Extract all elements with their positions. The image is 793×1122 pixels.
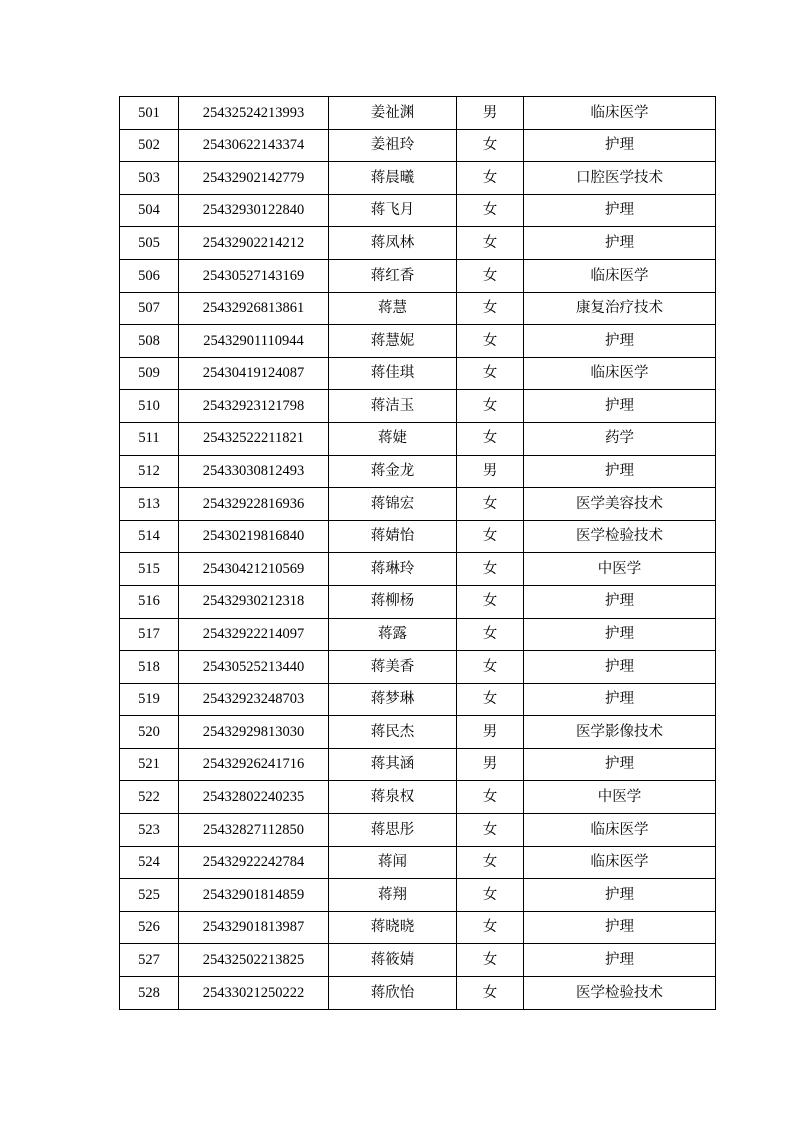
gender-cell: 女 xyxy=(457,325,524,358)
table-row xyxy=(120,879,716,912)
gender-cell: 女 xyxy=(457,520,524,553)
table-row xyxy=(120,553,716,586)
row-number-cell: 510 xyxy=(120,390,179,423)
row-number-cell: 527 xyxy=(120,944,179,977)
major-cell: 护理 xyxy=(524,944,716,977)
table-row xyxy=(120,520,716,553)
student-name-cell: 蒋美香 xyxy=(329,651,457,684)
student-name-cell: 蒋佳琪 xyxy=(329,357,457,390)
major-cell: 临床医学 xyxy=(524,97,716,130)
major-cell: 临床医学 xyxy=(524,846,716,879)
major-cell: 口腔医学技术 xyxy=(524,162,716,195)
exam-id-cell: 25430527143169 xyxy=(179,259,329,292)
major-cell: 中医学 xyxy=(524,553,716,586)
gender-cell: 男 xyxy=(457,748,524,781)
exam-id-cell: 25433021250222 xyxy=(179,977,329,1010)
table-row xyxy=(120,977,716,1010)
student-name-cell: 蒋晓晓 xyxy=(329,911,457,944)
student-name-cell: 蒋欣怡 xyxy=(329,977,457,1010)
gender-cell: 女 xyxy=(457,194,524,227)
gender-cell: 女 xyxy=(457,227,524,260)
row-number-cell: 525 xyxy=(120,879,179,912)
row-number-cell: 524 xyxy=(120,846,179,879)
major-cell: 护理 xyxy=(524,585,716,618)
table-row xyxy=(120,357,716,390)
table-row xyxy=(120,97,716,130)
major-cell: 护理 xyxy=(524,227,716,260)
exam-id-cell: 25432930212318 xyxy=(179,585,329,618)
exam-id-cell: 25432522211821 xyxy=(179,422,329,455)
gender-cell: 女 xyxy=(457,781,524,814)
row-number-cell: 508 xyxy=(120,325,179,358)
row-number-cell: 511 xyxy=(120,422,179,455)
row-number-cell: 505 xyxy=(120,227,179,260)
exam-id-cell: 25432802240235 xyxy=(179,781,329,814)
major-cell: 护理 xyxy=(524,651,716,684)
exam-id-cell: 25432922214097 xyxy=(179,618,329,651)
gender-cell: 男 xyxy=(457,455,524,488)
gender-cell: 女 xyxy=(457,911,524,944)
gender-cell: 女 xyxy=(457,814,524,847)
table-row xyxy=(120,651,716,684)
table-row xyxy=(120,162,716,195)
gender-cell: 女 xyxy=(457,585,524,618)
row-number-cell: 504 xyxy=(120,194,179,227)
student-name-cell: 蒋梦琳 xyxy=(329,683,457,716)
row-number-cell: 514 xyxy=(120,520,179,553)
exam-id-cell: 25432524213993 xyxy=(179,97,329,130)
student-name-cell: 蒋其涵 xyxy=(329,748,457,781)
exam-id-cell: 25430421210569 xyxy=(179,553,329,586)
row-number-cell: 506 xyxy=(120,259,179,292)
row-number-cell: 517 xyxy=(120,618,179,651)
table-row xyxy=(120,325,716,358)
table-row xyxy=(120,129,716,162)
table-row xyxy=(120,488,716,521)
exam-id-cell: 25432926241716 xyxy=(179,748,329,781)
major-cell: 医学检验技术 xyxy=(524,977,716,1010)
gender-cell: 女 xyxy=(457,488,524,521)
table-row xyxy=(120,227,716,260)
table-row xyxy=(120,390,716,423)
gender-cell: 女 xyxy=(457,618,524,651)
table-row xyxy=(120,814,716,847)
row-number-cell: 512 xyxy=(120,455,179,488)
major-cell: 护理 xyxy=(524,911,716,944)
exam-id-cell: 25430622143374 xyxy=(179,129,329,162)
table-row xyxy=(120,683,716,716)
roster-body xyxy=(120,97,716,1010)
row-number-cell: 521 xyxy=(120,748,179,781)
student-name-cell: 蒋红香 xyxy=(329,259,457,292)
student-name-cell: 蒋婧怡 xyxy=(329,520,457,553)
major-cell: 护理 xyxy=(524,194,716,227)
table-row xyxy=(120,781,716,814)
student-name-cell: 蒋露 xyxy=(329,618,457,651)
exam-id-cell: 25432502213825 xyxy=(179,944,329,977)
exam-id-cell: 25430419124087 xyxy=(179,357,329,390)
row-number-cell: 523 xyxy=(120,814,179,847)
exam-id-cell: 25432901814859 xyxy=(179,879,329,912)
major-cell: 医学美容技术 xyxy=(524,488,716,521)
major-cell: 护理 xyxy=(524,748,716,781)
table-row xyxy=(120,911,716,944)
major-cell: 护理 xyxy=(524,455,716,488)
student-name-cell: 蒋金龙 xyxy=(329,455,457,488)
student-name-cell: 蒋思彤 xyxy=(329,814,457,847)
gender-cell: 男 xyxy=(457,97,524,130)
major-cell: 中医学 xyxy=(524,781,716,814)
gender-cell: 女 xyxy=(457,390,524,423)
row-number-cell: 507 xyxy=(120,292,179,325)
row-number-cell: 513 xyxy=(120,488,179,521)
major-cell: 护理 xyxy=(524,618,716,651)
major-cell: 护理 xyxy=(524,325,716,358)
exam-id-cell: 25433030812493 xyxy=(179,455,329,488)
gender-cell: 女 xyxy=(457,422,524,455)
exam-id-cell: 25432930122840 xyxy=(179,194,329,227)
student-name-cell: 蒋飞月 xyxy=(329,194,457,227)
major-cell: 护理 xyxy=(524,129,716,162)
student-name-cell: 蒋慧妮 xyxy=(329,325,457,358)
exam-id-cell: 25432922242784 xyxy=(179,846,329,879)
student-name-cell: 姜祉渊 xyxy=(329,97,457,130)
gender-cell: 女 xyxy=(457,977,524,1010)
student-name-cell: 蒋翔 xyxy=(329,879,457,912)
exam-id-cell: 25432902142779 xyxy=(179,162,329,195)
gender-cell: 女 xyxy=(457,553,524,586)
student-name-cell: 蒋锦宏 xyxy=(329,488,457,521)
row-number-cell: 501 xyxy=(120,97,179,130)
row-number-cell: 503 xyxy=(120,162,179,195)
major-cell: 药学 xyxy=(524,422,716,455)
student-name-cell: 姜祖玲 xyxy=(329,129,457,162)
row-number-cell: 515 xyxy=(120,553,179,586)
row-number-cell: 502 xyxy=(120,129,179,162)
gender-cell: 女 xyxy=(457,846,524,879)
student-name-cell: 蒋泉权 xyxy=(329,781,457,814)
gender-cell: 女 xyxy=(457,879,524,912)
gender-cell: 女 xyxy=(457,357,524,390)
row-number-cell: 518 xyxy=(120,651,179,684)
row-number-cell: 528 xyxy=(120,977,179,1010)
table-row xyxy=(120,748,716,781)
row-number-cell: 526 xyxy=(120,911,179,944)
exam-id-cell: 25432929813030 xyxy=(179,716,329,749)
table-row xyxy=(120,618,716,651)
student-name-cell: 蒋柳杨 xyxy=(329,585,457,618)
gender-cell: 女 xyxy=(457,292,524,325)
major-cell: 康复治疗技术 xyxy=(524,292,716,325)
major-cell: 医学检验技术 xyxy=(524,520,716,553)
student-name-cell: 蒋琳玲 xyxy=(329,553,457,586)
student-name-cell: 蒋婕 xyxy=(329,422,457,455)
row-number-cell: 519 xyxy=(120,683,179,716)
major-cell: 医学影像技术 xyxy=(524,716,716,749)
student-name-cell: 蒋慧 xyxy=(329,292,457,325)
exam-id-cell: 25432902214212 xyxy=(179,227,329,260)
row-number-cell: 509 xyxy=(120,357,179,390)
student-name-cell: 蒋民杰 xyxy=(329,716,457,749)
roster-table xyxy=(119,96,716,1010)
table-row xyxy=(120,846,716,879)
major-cell: 护理 xyxy=(524,390,716,423)
exam-id-cell: 25430525213440 xyxy=(179,651,329,684)
row-number-cell: 520 xyxy=(120,716,179,749)
exam-id-cell: 25432827112850 xyxy=(179,814,329,847)
table-row xyxy=(120,259,716,292)
table-row xyxy=(120,422,716,455)
major-cell: 临床医学 xyxy=(524,259,716,292)
major-cell: 护理 xyxy=(524,879,716,912)
exam-id-cell: 25432923248703 xyxy=(179,683,329,716)
gender-cell: 女 xyxy=(457,651,524,684)
student-name-cell: 蒋闻 xyxy=(329,846,457,879)
exam-id-cell: 25432926813861 xyxy=(179,292,329,325)
table-row xyxy=(120,944,716,977)
gender-cell: 男 xyxy=(457,716,524,749)
major-cell: 护理 xyxy=(524,683,716,716)
exam-id-cell: 25432901110944 xyxy=(179,325,329,358)
exam-id-cell: 25432901813987 xyxy=(179,911,329,944)
table-row xyxy=(120,585,716,618)
table-row xyxy=(120,292,716,325)
gender-cell: 女 xyxy=(457,944,524,977)
student-name-cell: 蒋洁玉 xyxy=(329,390,457,423)
row-number-cell: 516 xyxy=(120,585,179,618)
exam-id-cell: 25430219816840 xyxy=(179,520,329,553)
exam-id-cell: 25432922816936 xyxy=(179,488,329,521)
major-cell: 临床医学 xyxy=(524,357,716,390)
row-number-cell: 522 xyxy=(120,781,179,814)
table-row xyxy=(120,455,716,488)
student-name-cell: 蒋筱婧 xyxy=(329,944,457,977)
major-cell: 临床医学 xyxy=(524,814,716,847)
student-name-cell: 蒋晨曦 xyxy=(329,162,457,195)
table-row xyxy=(120,194,716,227)
gender-cell: 女 xyxy=(457,129,524,162)
gender-cell: 女 xyxy=(457,683,524,716)
exam-id-cell: 25432923121798 xyxy=(179,390,329,423)
table-row xyxy=(120,716,716,749)
gender-cell: 女 xyxy=(457,162,524,195)
student-name-cell: 蒋凤林 xyxy=(329,227,457,260)
gender-cell: 女 xyxy=(457,259,524,292)
